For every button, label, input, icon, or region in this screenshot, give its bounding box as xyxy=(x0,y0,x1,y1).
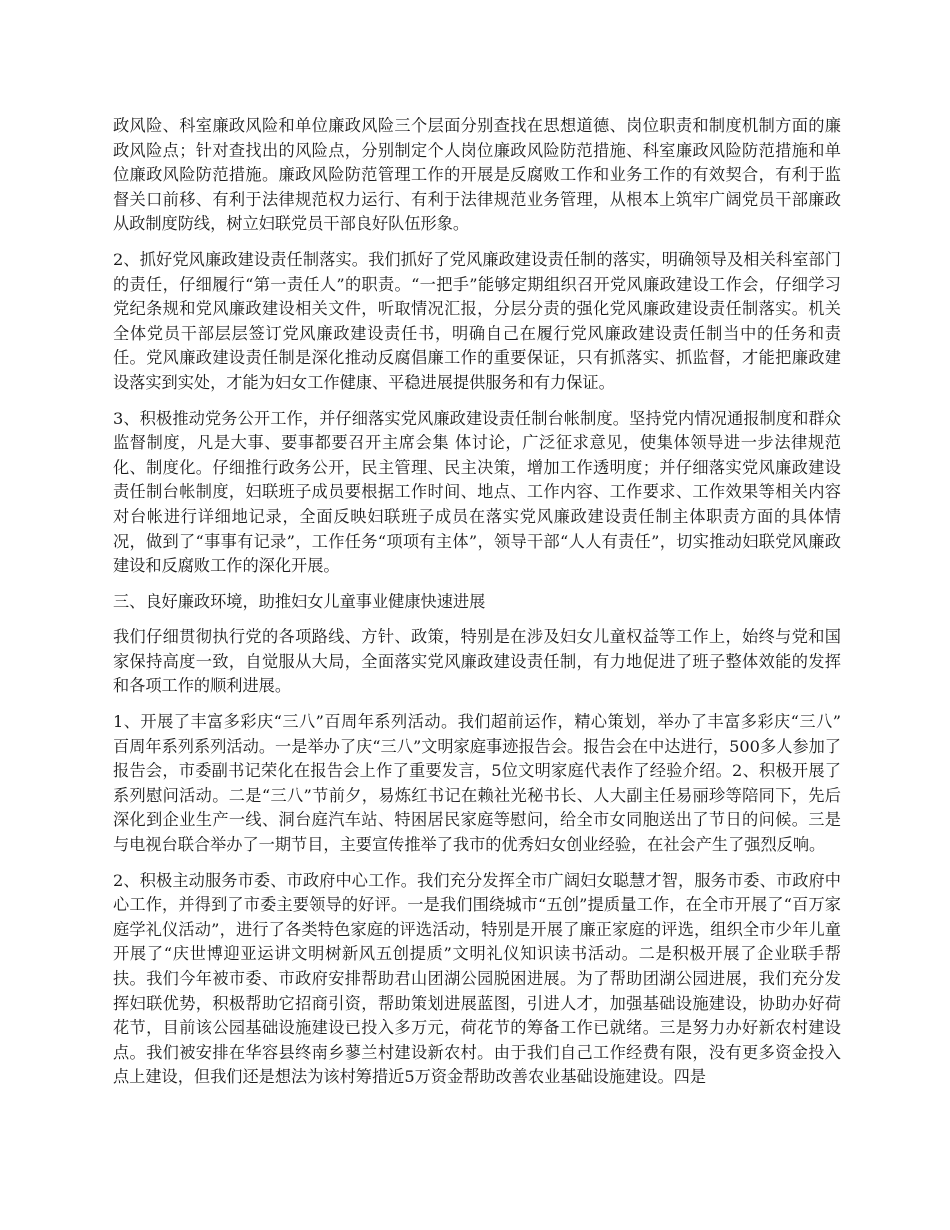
paragraph-policy-implementation: 我们仔细贯彻执行党的各项路线、方针、政策，特别是在涉及妇女儿童权益等工作上，始终与党和国家保持高度一致，自觉服从大局，全面落实党风廉政建设责任制，有力地促进了班子整体效能的发挥和各项工作的顺利进展。 xyxy=(113,627,841,696)
paragraph-risk-prevention: 政风险、科室廉政风险和单位廉政风险三个层面分别查找在思想道德、岗位职责和制度机制方面的廉政风险点；针对查找出的风险点，分别制定个人岗位廉政风险防范措施、科室廉政风险防范措施和单位廉政风险防范措施。廉政风险防范管理工作的开展是反腐败工作和业务工作的有效契合，有利于监督关口前移、有利于法律规范权力运行、有利于法律规范业务管理，从根本上筑牢广阔党员干部廉政从政制度防线，树立妇联党员干部良好队伍形象。 xyxy=(113,116,841,234)
paragraph-central-work-service: 2、积极主动服务市委、市政府中心工作。我们充分发挥全市广阔妇女聪慧才智，服务市委、市政府中心工作，并得到了市委主要领导的好评。一是我们围绕城市“五创”提质量工作，在全市开展了“百万家庭学礼仪活动”，进行了各类特色家庭的评选活动，特别是开展了廉正家庭的评选，组织全市少年儿童开展了“庆世博迎亚运讲文明树新风五创提质”文明礼仪知识读书活动。二是积极开展了企业联手帮扶。我们今年被市委、市政府安排帮助君山团湖公园脱困进展。为了帮助团湖公园进展，我们充分发挥妇联优势，积极帮助它招商引资，帮助策划进展蓝图，引进人才，加强基础设施建设，协助办好荷花节，目前该公园基础设施建设已投入多万元，荷花节的筹备工作已就绪。三是努力办好新农村建设点。我们被安排在华容县终南乡蓼兰村建设新农村。由于我们自己工作经费有限，没有更多资金投入点上建设，但我们还是想法为该村筹措近5万资金帮助改善农业基础设施建设。四是 xyxy=(113,870,841,1087)
section-heading: 三、良好廉政环境，助推妇女儿童事业健康快速进展 xyxy=(113,591,486,611)
paragraph-responsibility-system: 2、抓好党风廉政建设责任制落实。我们抓好了党风廉政建设责任制的落实，明确领导及相关科室部门的责任，仔细履行“第一责任人”的职责。“一把手”能够定期组织召开党风廉政建设工作会，仔细学习党纪条规和党风廉政建设相关文件，听取情况汇报，分层分责的强化党风廉政建设责任制落实。机关全体党员干部层层签订党风廉政建设责任书，明确自己在履行党风廉政建设责任制当中的任务和责任。党风廉政建设责任制是深化推动反腐倡廉工作的重要保证，只有抓落实、抓监督，才能把廉政建设落实到实处，才能为妇女工作健康、平稳进展提供服务和有力保证。 xyxy=(113,249,841,392)
document-page xyxy=(113,114,841,1101)
paragraph-party-affairs-openness: 3、积极推动党务公开工作，并仔细落实党风廉政建设责任制台帐制度。坚持党内情况通报制度和群众监督制度，凡是大事、要事都要召开主席会集 体讨论，广泛征求意见，使集体领导进一步法律规范化、制度化。仔细推行政务公开，民主管理、民主决策，增加工作透明度；并仔细落实党风廉政建设责任制台帐制度，妇联班子成员要根据工作时间、地点、工作内容、工作要求、工作效果等相关内容对台帐进行详细地记录，全面反映妇联班子成员在落实党风廉政建设责任制主体职责方面的具体情况，做到了“事事有记录”，工作任务“项项有主体”，领导干部“人人有责任”，切实推动妇联党风廉政建设和反腐败工作的深化开展。 xyxy=(113,408,841,576)
paragraph-march-eighth-activities: 1、开展了丰富多彩庆“三八”百周年系列活动。我们超前运作，精心策划，举办了丰富多彩庆“三八” 百周年系列系列活动。一是举办了庆“三八”文明家庭事迹报告会。报告会在中达进行，500多人参加了报告会，市委副书记荣化在报告会上作了重要发言，5位文明家庭代表作了经验介绍。2、积极开展了系列慰问活动。二是“三八”节前夕，易炼红书记在赖社光秘书长、人大副主任易丽珍等陪同下，先后深化到企业生产一线、洞台庭汽车站、特困居民家庭等慰问，给全市女同胞送出了节日的问候。三是与电视台联合举办了一期节目，主要宣传推举了我市的优秀妇女创业经验，在社会产生了强烈反响。 xyxy=(113,712,841,855)
